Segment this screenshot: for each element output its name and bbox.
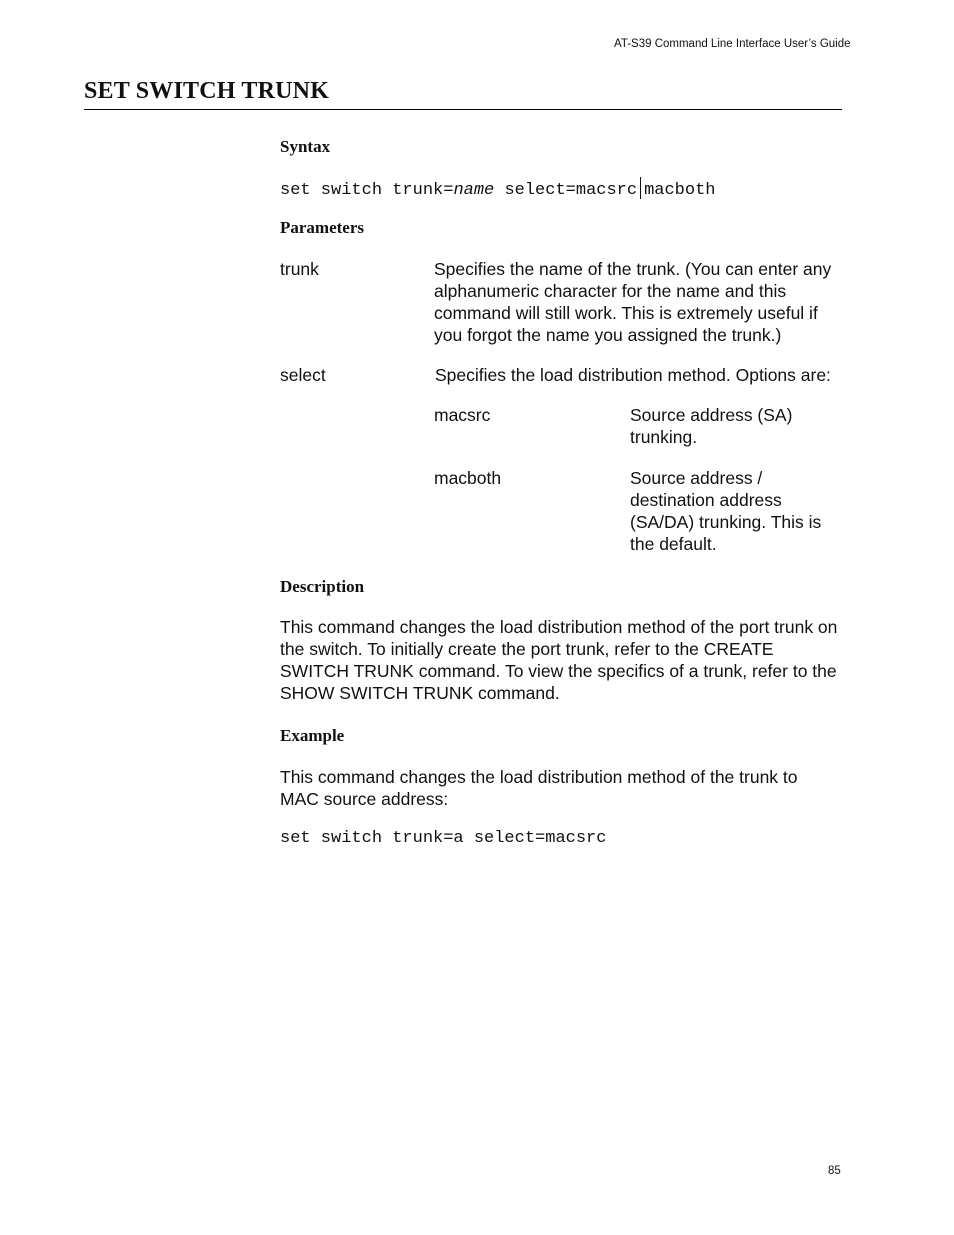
title-rule: [84, 109, 842, 110]
param-name-trunk: trunk: [280, 259, 319, 279]
option-name-macboth: macboth: [434, 468, 502, 488]
syntax-prefix: set switch trunk=: [280, 181, 454, 200]
syntax-name-placeholder: name: [453, 181, 495, 200]
page-number: 85: [828, 1165, 841, 1177]
example-command: set switch trunk=a select=macsrc: [280, 829, 607, 848]
page-title: SET SWITCH TRUNK: [84, 78, 330, 104]
syntax-command: [280, 177, 716, 200]
option-description-macsrc: Source address (SA) trunking.: [630, 405, 793, 447]
syntax-heading: Syntax: [280, 137, 331, 156]
parameters-heading: Parameters: [280, 218, 365, 237]
option-description-macboth: Source address / destination address (SA/DA) trunking. This is the default.: [630, 468, 822, 554]
syntax-suffix: macboth: [644, 181, 716, 200]
param-description-select: Specifies the load distribution method. Options are:: [435, 365, 831, 385]
param-description-trunk: Specifies the name of the trunk. (You can enter any alphanumeric character for the name and this command will still work. This is extremely useful if you forgot the name you assigned the trunk.): [434, 259, 832, 345]
option-name-macsrc: macsrc: [434, 405, 491, 425]
description-heading: Description: [280, 577, 365, 596]
syntax-alternation-bar: [640, 177, 641, 199]
description-text: This command changes the load distribution method of the port trunk on the switch. To initially create the port trunk, refer to the CREATE SWITCH TRUNK command. To view the specifics of a trunk, refer to the SHOW SWITCH TRUNK command.: [280, 617, 838, 703]
running-header: AT-S39 Command Line Interface User’s Guide: [614, 38, 851, 50]
syntax-middle: select=macsrc: [494, 181, 638, 200]
example-text: This command changes the load distribution method of the trunk to MAC source address:: [280, 767, 798, 809]
example-heading: Example: [280, 726, 345, 745]
param-name-select: select: [280, 365, 326, 385]
